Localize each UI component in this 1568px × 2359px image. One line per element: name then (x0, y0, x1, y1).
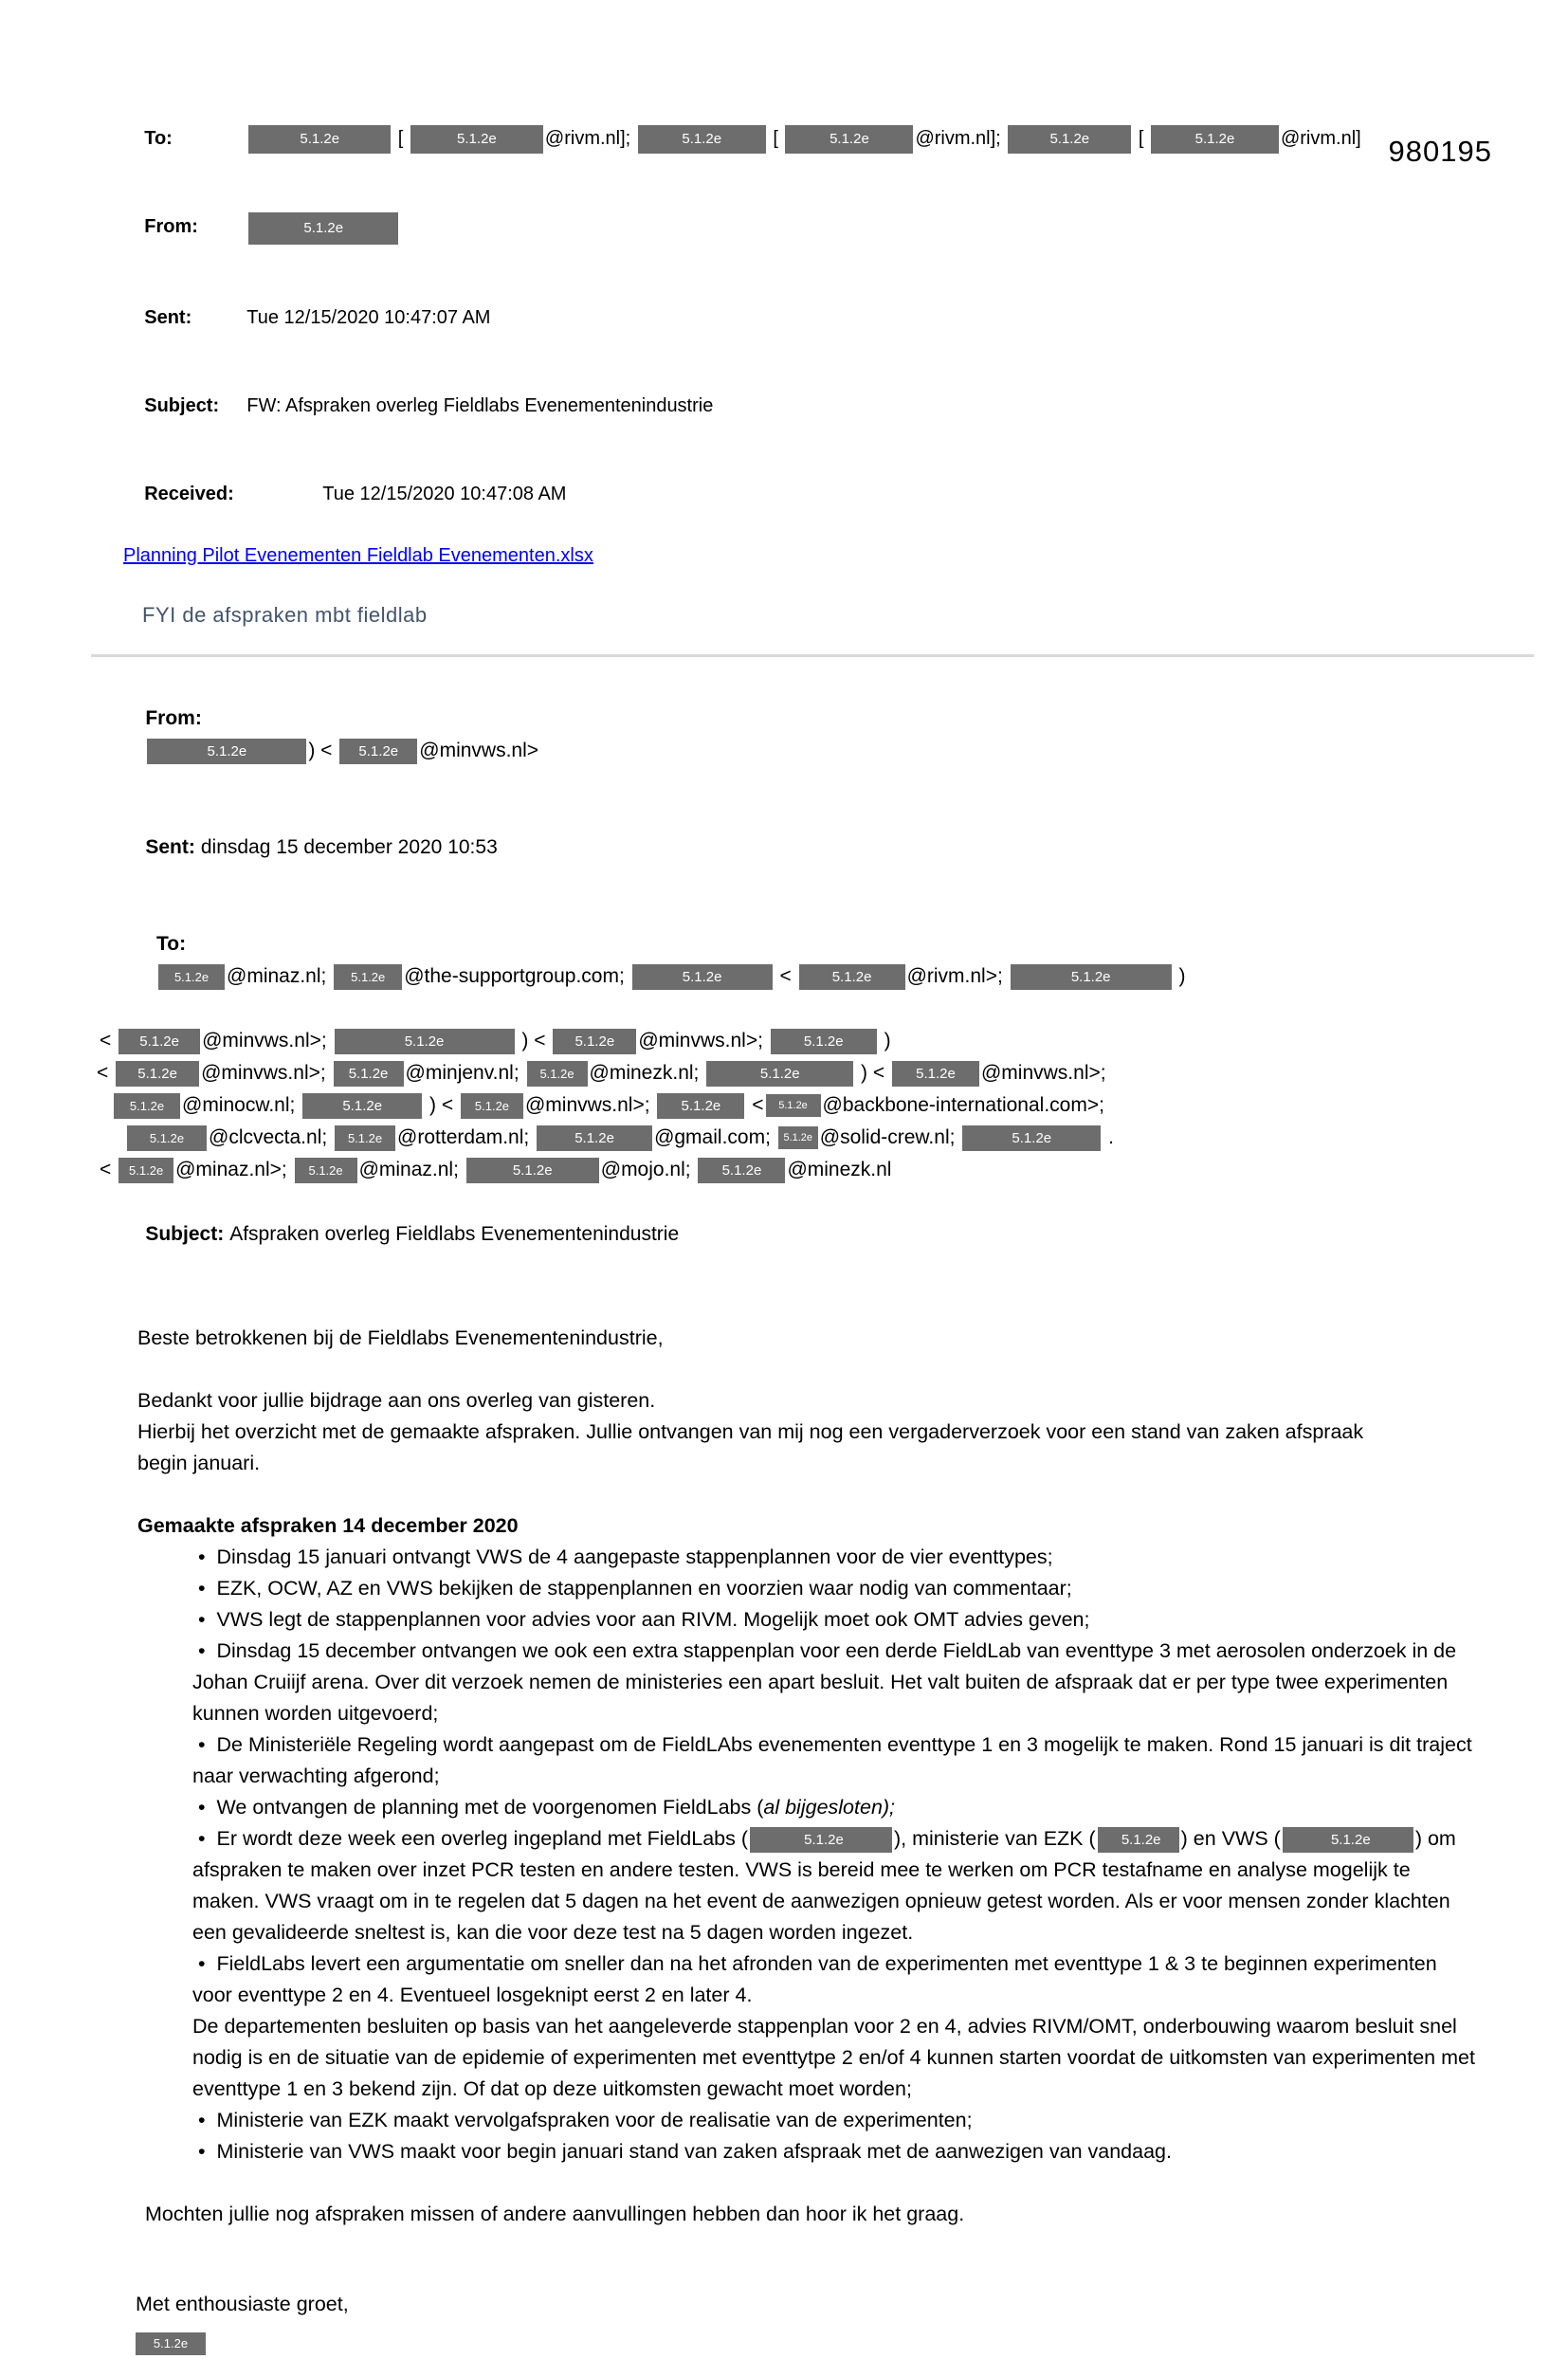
text-segment: @minvws.nl>; (980, 1062, 1106, 1084)
redaction-box: 5.1.2e (1008, 125, 1131, 154)
text-segment: < (97, 1062, 115, 1084)
agreement-continuation (192, 2011, 1481, 2105)
text-segment: ) < (516, 1030, 552, 1051)
redaction-box: 5.1.2e (785, 125, 913, 154)
text-segment: @the-supportgroup.com; (404, 965, 630, 987)
text-segment: [ (767, 128, 784, 149)
text-segment: ) < (308, 740, 338, 761)
divider-line (91, 654, 1534, 657)
text-segment: @minvws.nl> (419, 740, 539, 761)
text-segment: @minvws.nl>; (202, 1030, 333, 1051)
redaction-box: 5.1.2e (295, 1158, 357, 1183)
to-value (246, 128, 1360, 149)
text-segment: ) < (424, 1094, 459, 1116)
redaction-box: 5.1.2e (127, 1125, 207, 1151)
agreement-bullet (192, 1542, 1477, 1573)
intro-paragraph (137, 1385, 1413, 1479)
text-segment: [ (1133, 128, 1149, 149)
email-body (137, 1323, 1483, 2359)
text-segment: De departementen besluiten op basis van het aangeleverde stappenplan voor 2 en 4, advies RIVM/OMT, onderbouwing waarom besluit snel nodig is en de situatie van de epidemie of experimenten met eventtytpe 2 en/of 4 kunnen starten voordat de uitkomsten van experimenten met eventtype 1 en 3 bekend zijn. Of dat op deze uitkomsten gewacht moet worden; (192, 2015, 1481, 2100)
agreements-heading: Gemaakte afspraken 14 december 2020 (137, 1514, 519, 1537)
text-segment: ) om afspraken te maken over inzet PCR testen en andere testen. VWS is bereid mee te werken om PCR testafname en analyse mogelijk te maken. VWS vraagt om in te regelen dat 5 dagen na het event de aanwezigen opnieuw getest worden. Als er voor mensen zonder klachten een gevalideerde sneltest is, kan die voor deze test na 5 dagen worden ingezet. (192, 1827, 1462, 1944)
redaction-box: 5.1.2e (553, 1029, 636, 1054)
text-segment: Dinsdag 15 december ontvangen we ook een extra stappenplan voor een derde FieldLab van eventtype 3 met aerosolen onderzoek in de Johan Cruiijf arena. Over dit verzoek nemen de ministeries een apart besluit. Het valt buiten de afspraak dat er per type twee experimenten kunnen worden uitgevoerd; (192, 1639, 1463, 1725)
redaction-box: 5.1.2e (335, 1029, 515, 1054)
inner-to-block (97, 896, 1511, 1186)
to-recipients-line (97, 1057, 1511, 1089)
redaction-box: 5.1.2e (158, 964, 225, 990)
attachment-link[interactable]: Planning Pilot Evenementen Fieldlab Evenementen.xlsx (123, 545, 593, 566)
redaction-box: 5.1.2e (334, 964, 402, 990)
to-line-segments (156, 965, 1185, 987)
to-recipients-line (100, 1025, 1511, 1057)
text-segment: @backbone-international.com>; (822, 1094, 1104, 1116)
text-segment: @rivm.nl]; (915, 128, 1007, 149)
redaction-box: 5.1.2e (1098, 1827, 1179, 1853)
sent-label: Sent: (144, 307, 192, 328)
italic-note: al bijgesloten); (763, 1796, 896, 1819)
agreements-list (192, 1542, 1481, 2167)
text-segment: ) (1173, 965, 1186, 987)
text-segment: @minaz.nl>; (175, 1159, 293, 1180)
redaction-box: 5.1.2e (778, 1126, 818, 1149)
subject-value (246, 395, 713, 416)
agreement-bullet (192, 1636, 1477, 1729)
outro-paragraph: Mochten jullie nog afspraken missen of andere aanvullingen hebben dan hoor ik het graag. (145, 2203, 965, 2225)
text-segment: @rivm.nl] (1280, 128, 1361, 149)
inner-to-label: To: (156, 933, 187, 955)
redaction-box: 5.1.2e (527, 1061, 588, 1087)
text-segment: @minvws.nl>; (638, 1030, 769, 1051)
redaction-box: 5.1.2e (657, 1093, 744, 1119)
text-segment: ), ministerie van EZK ( (894, 1827, 1096, 1850)
text-segment: < (100, 1159, 118, 1180)
inner-sent-label: Sent: (145, 836, 195, 858)
text-segment: EZK, OCW, AZ en VWS bekijken de stappenplannen en voorzien waar nodig van commentaar; (216, 1577, 1072, 1600)
text-segment: Er wordt deze week een overleg ingepland met FieldLabs ( (216, 1827, 748, 1850)
redaction-box: 5.1.2e (766, 1094, 821, 1117)
inner-sent-value: dinsdag 15 december 2020 10:53 (200, 836, 498, 858)
inner-subject-row (123, 1186, 1511, 1283)
text-segment: De Ministeriële Regeling wordt aangepast om de FieldLAbs evenementen eventtype 1 en 3 mogelijk te maken. Rond 15 januari is dit traject naar verwachting afgerond; (192, 1733, 1478, 1787)
text-segment: @rivm.nl]; (544, 128, 636, 149)
text-segment: @clcvecta.nl; (209, 1126, 334, 1148)
text-segment: < (746, 1094, 764, 1116)
agreement-bullet (192, 2105, 1477, 2136)
fyi-note: FYI de afspraken mbt fieldlab (142, 603, 428, 627)
text-segment: @minocw.nl; (182, 1094, 301, 1116)
header-row-sent (123, 274, 1511, 362)
inner-from-row (123, 670, 1511, 799)
redaction-box: 5.1.2e (632, 964, 773, 990)
redaction-box: 5.1.2e (706, 1061, 853, 1087)
agreement-bullet (192, 1604, 1477, 1636)
outer-email-header (123, 95, 1511, 567)
inner-from-value (145, 740, 538, 761)
to-recipients-line (100, 1154, 1511, 1186)
redaction-box: 5.1.2e (147, 739, 306, 764)
text-segment: @minezk.nl; (589, 1062, 705, 1084)
redaction-box: 5.1.2e (248, 212, 398, 245)
text-segment: ) < (855, 1062, 890, 1084)
redaction-box: 5.1.2e (114, 1093, 180, 1119)
redaction-box: 5.1.2e (136, 2332, 206, 2355)
redaction-box: 5.1.2e (962, 1125, 1101, 1151)
text-segment: Tue 12/15/2020 10:47:07 AM (246, 307, 491, 328)
text-segment: Tue 12/15/2020 10:47:08 AM (322, 484, 567, 504)
page-number: 980195 (1388, 135, 1492, 168)
text-segment: @rotterdam.nl; (397, 1126, 536, 1148)
redaction-box: 5.1.2e (410, 125, 543, 154)
sent-value (246, 307, 490, 328)
header-row-from (123, 183, 1511, 274)
intro-line: Hierbij het overzicht met de gemaakte afspraken. Jullie ontvangen van mij nog een vergaderverzoek voor een stand van zaken afspraak begin januari. (137, 1420, 1370, 1474)
text-segment: VWS legt de stappenplannen voor advies voor aan RIVM. Mogelijk moet ook OMT advies geven; (216, 1608, 1090, 1631)
to-recipients-line (112, 1089, 1511, 1122)
text-segment: @minjenv.nl; (405, 1062, 525, 1084)
text-segment: < (100, 1030, 118, 1051)
closing-line: Met enthousiaste groet, (136, 2293, 349, 2315)
text-segment: @minaz.nl; (358, 1159, 465, 1180)
redaction-box: 5.1.2e (116, 1061, 199, 1087)
text-segment: @rivm.nl>; (906, 965, 1009, 987)
subject-label: Subject: (144, 395, 220, 416)
agreement-bullet (192, 1948, 1477, 2011)
inner-subject-label: Subject: (145, 1223, 225, 1245)
redaction-box: 5.1.2e (537, 1125, 652, 1151)
redaction-box: 5.1.2e (302, 1093, 422, 1119)
header-row-subject (123, 362, 1511, 450)
text-segment: We ontvangen de planning met de voorgenomen FieldLabs ( (216, 1796, 764, 1819)
redaction-box: 5.1.2e (248, 125, 391, 154)
redaction-box: 5.1.2e (119, 1029, 200, 1054)
received-label: Received: (144, 484, 234, 504)
agreement-bullet (192, 1792, 1477, 1823)
salutation: Beste betrokkenen bij de Fieldlabs Evenementenindustrie, (137, 1326, 664, 1349)
inner-email-header (97, 670, 1511, 1283)
redaction-box: 5.1.2e (892, 1061, 979, 1087)
text-segment: < (774, 965, 797, 987)
redaction-box: 5.1.2e (339, 739, 417, 764)
inner-sent-row (123, 799, 1511, 896)
text-segment: @mojo.nl; (600, 1159, 697, 1180)
text-segment: Ministerie van VWS maakt voor begin januari stand van zaken afspraak met de aanwezigen van vandaag. (216, 2140, 1172, 2163)
redaction-box: 5.1.2e (335, 1125, 395, 1151)
agreement-bullet (192, 1573, 1477, 1604)
to-recipients-line (125, 1122, 1511, 1154)
text-segment: Ministerie van EZK maakt vervolgafspraken voor de realisatie van de experimenten; (216, 2109, 973, 2131)
intro-line: Bedankt voor jullie bijdrage aan ons overleg van gisteren. (137, 1389, 656, 1412)
text-segment: @solid-crew.nl; (819, 1126, 961, 1148)
agreement-bullet (192, 2136, 1477, 2167)
redaction-box: 5.1.2e (750, 1827, 892, 1853)
text-segment: Dinsdag 15 januari ontvangt VWS de 4 aangepaste stappenplannen voor de vier eventtypes; (216, 1545, 1053, 1568)
redaction-box: 5.1.2e (638, 125, 766, 154)
from-value (246, 217, 400, 238)
redaction-box: 5.1.2e (334, 1061, 404, 1087)
text-segment: ) en VWS ( (1180, 1827, 1281, 1850)
to-label: To: (144, 128, 173, 149)
redaction-box: 5.1.2e (461, 1093, 523, 1119)
redaction-box: 5.1.2e (1151, 125, 1279, 154)
text-segment: @minaz.nl; (227, 965, 333, 987)
text-segment: @gmail.com; (654, 1126, 776, 1148)
agreement-bullet (192, 1823, 1477, 1948)
inner-from-label: From: (145, 707, 202, 729)
redaction-box: 5.1.2e (119, 1158, 173, 1183)
redaction-box: 5.1.2e (799, 964, 905, 990)
text-segment: @minvws.nl>; (201, 1062, 332, 1084)
received-value (246, 484, 566, 504)
redaction-box: 5.1.2e (1011, 964, 1172, 990)
text-segment: @minezk.nl (787, 1159, 892, 1180)
agreement-bullet (192, 1729, 1477, 1792)
text-segment: [ (392, 128, 409, 149)
inner-subject-value: Afspraken overleg Fieldlabs Evenementenindustrie (229, 1223, 680, 1245)
header-row-received (123, 450, 1511, 539)
header-row-to (123, 95, 1511, 183)
redaction-box: 5.1.2e (698, 1158, 785, 1183)
text-segment: ) (878, 1030, 891, 1051)
from-label: From: (144, 216, 198, 237)
text-segment: @minvws.nl>; (524, 1094, 656, 1116)
redaction-box: 5.1.2e (771, 1029, 877, 1054)
text-segment: . (1103, 1126, 1114, 1148)
signature-line (136, 2328, 1483, 2359)
text-segment: FW: Afspraken overleg Fieldlabs Evenementenindustrie (246, 395, 714, 416)
text-segment: FieldLabs levert een argumentatie om sneller dan na het afronden van de experimenten met eventtype 1 & 3 te beginnen experimenten voor eventtype 2 en 4. Eventueel losgeknipt eerst 2 en later 4. (192, 1952, 1443, 2006)
redaction-box: 5.1.2e (1283, 1827, 1413, 1853)
redaction-box: 5.1.2e (466, 1158, 599, 1183)
to-recipients-line (123, 896, 1511, 1025)
